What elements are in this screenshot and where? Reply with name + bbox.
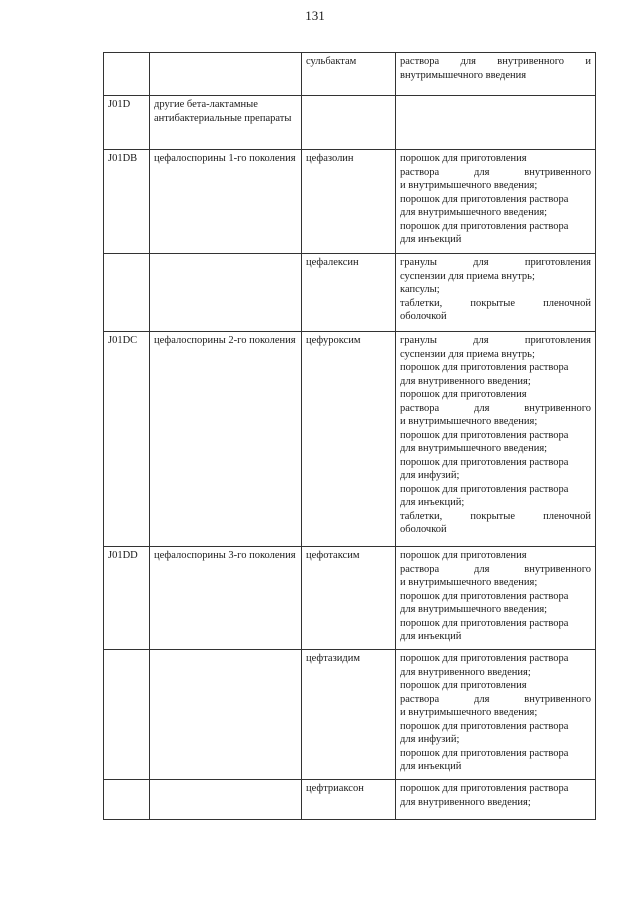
dosage-form-line: для инъекций xyxy=(400,631,462,642)
drug-name-cell: цефтазидим xyxy=(302,650,396,780)
dosage-form-line: таблетки, покрытые пленочной xyxy=(400,510,591,522)
dosage-form-line: порошок для приготовления раствора xyxy=(400,429,569,441)
dosage-form-line: и внутримышечного введения; xyxy=(400,707,538,718)
dosage-forms-cell xyxy=(396,650,596,780)
drug-name-cell: цефалексин xyxy=(302,254,396,332)
dosage-form-line: оболочкой xyxy=(400,524,447,535)
dosage-form-line: порошок для приготовления раствора xyxy=(400,653,569,664)
drug-group-cell: цефалоспорины 1-го поколения xyxy=(150,150,302,254)
dosage-form-line: и внутримышечного введения; xyxy=(400,180,538,191)
table-row xyxy=(104,150,596,254)
dosage-form-line: раствора для внутривенного и xyxy=(400,56,591,67)
table-body xyxy=(104,53,596,820)
dosage-forms-cell xyxy=(396,53,596,96)
dosage-form-line: порошок для приготовления раствора xyxy=(400,747,569,759)
dosage-form-line: для внутривенного введения; xyxy=(400,796,531,808)
table-row xyxy=(104,780,596,820)
dosage-form-line: порошок для приготовления раствора xyxy=(400,590,569,602)
dosage-form-line: гранулы для приготовления xyxy=(400,257,591,268)
dosage-form-line: порошок для приготовления раствора xyxy=(400,617,569,629)
drug-group-cell xyxy=(150,650,302,780)
dosage-form-line: порошок для приготовления раствора xyxy=(400,483,569,495)
drug-name-cell: цефуроксим xyxy=(302,332,396,547)
dosage-form-line: гранулы для приготовления xyxy=(400,335,591,346)
dosage-form-line: для инъекций xyxy=(400,761,462,772)
drug-group-cell: цефалоспорины 3-го поколения xyxy=(150,547,302,650)
dosage-forms-cell xyxy=(396,254,596,332)
dosage-form-line: раствора для внутривенного xyxy=(400,402,591,414)
table-row xyxy=(104,547,596,650)
table-row xyxy=(104,53,596,96)
dosage-form-line: для инфузий; xyxy=(400,734,460,745)
atc-code-cell xyxy=(104,650,150,780)
dosage-form-line: для инъекций; xyxy=(400,497,465,508)
atc-code-cell xyxy=(104,780,150,820)
dosage-form-line: оболочкой xyxy=(400,311,447,322)
drug-group-cell xyxy=(150,254,302,332)
atc-code-cell: J01DD xyxy=(104,547,150,650)
atc-code-cell: J01DB xyxy=(104,150,150,254)
table-row xyxy=(104,332,596,547)
dosage-form-line: для внутримышечного введения; xyxy=(400,604,548,615)
drug-name-cell xyxy=(302,96,396,150)
dosage-form-line: порошок для приготовления раствора xyxy=(400,456,569,468)
dosage-form-line: таблетки, покрытые пленочной xyxy=(400,297,591,309)
dosage-form-line: для внутримышечного введения; xyxy=(400,443,548,454)
dosage-forms-cell xyxy=(396,150,596,254)
drug-name-cell: цефотаксим xyxy=(302,547,396,650)
dosage-form-line: для внутривенного введения; xyxy=(400,375,531,387)
dosage-form-line: порошок для приготовления xyxy=(400,680,527,691)
dosage-form-line: порошок для приготовления раствора xyxy=(400,720,569,732)
dosage-form-line: для инъекций xyxy=(400,234,462,245)
dosage-form-line: порошок для приготовления xyxy=(400,389,527,400)
dosage-form-line: капсулы; xyxy=(400,284,440,295)
dosage-form-line: раствора для внутривенного xyxy=(400,166,591,178)
drug-name-cell: сульбактам xyxy=(302,53,396,96)
dosage-form-line: порошок для приготовления xyxy=(400,550,527,561)
dosage-form-line: порошок для приготовления раствора xyxy=(400,362,569,373)
atc-code-cell: J01DC xyxy=(104,332,150,547)
drug-group-cell xyxy=(150,53,302,96)
drug-group-cell xyxy=(150,780,302,820)
dosage-form-line: раствора для внутривенного xyxy=(400,563,591,575)
drug-name-cell: цефтриаксон xyxy=(302,780,396,820)
dosage-form-line: суспензии для приема внутрь; xyxy=(400,270,535,282)
medication-table xyxy=(103,52,596,820)
dosage-forms-cell xyxy=(396,780,596,820)
dosage-forms-cell xyxy=(396,96,596,150)
drug-name-cell: цефазолин xyxy=(302,150,396,254)
drug-group-cell: другие бета-лактамные антибактериальные препараты xyxy=(150,96,302,150)
dosage-form-line: раствора для внутривенного xyxy=(400,693,591,705)
dosage-forms-cell xyxy=(396,547,596,650)
dosage-forms-cell xyxy=(396,332,596,547)
dosage-form-line: внутримышечного введения xyxy=(400,69,527,81)
dosage-form-line: порошок для приготовления раствора xyxy=(400,193,569,205)
dosage-form-line: и внутримышечного введения; xyxy=(400,416,538,427)
dosage-form-line: порошок для приготовления раствора xyxy=(400,783,569,794)
dosage-form-line: суспензии для приема внутрь; xyxy=(400,348,535,360)
dosage-form-line: для внутримышечного введения; xyxy=(400,207,548,218)
page-number: 131 xyxy=(305,8,325,23)
dosage-form-line: порошок для приготовления раствора xyxy=(400,220,569,232)
dosage-form-line: и внутримышечного введения; xyxy=(400,577,538,588)
dosage-form-line: порошок для приготовления xyxy=(400,153,527,164)
atc-code-cell xyxy=(104,254,150,332)
table-row xyxy=(104,254,596,332)
dosage-form-line: для инфузий; xyxy=(400,470,460,481)
dosage-form-line: для внутривенного введения; xyxy=(400,666,531,678)
table-row xyxy=(104,96,596,150)
drug-group-cell: цефалоспорины 2-го поколения xyxy=(150,332,302,547)
table-row xyxy=(104,650,596,780)
atc-code-cell: J01D xyxy=(104,96,150,150)
atc-code-cell xyxy=(104,53,150,96)
